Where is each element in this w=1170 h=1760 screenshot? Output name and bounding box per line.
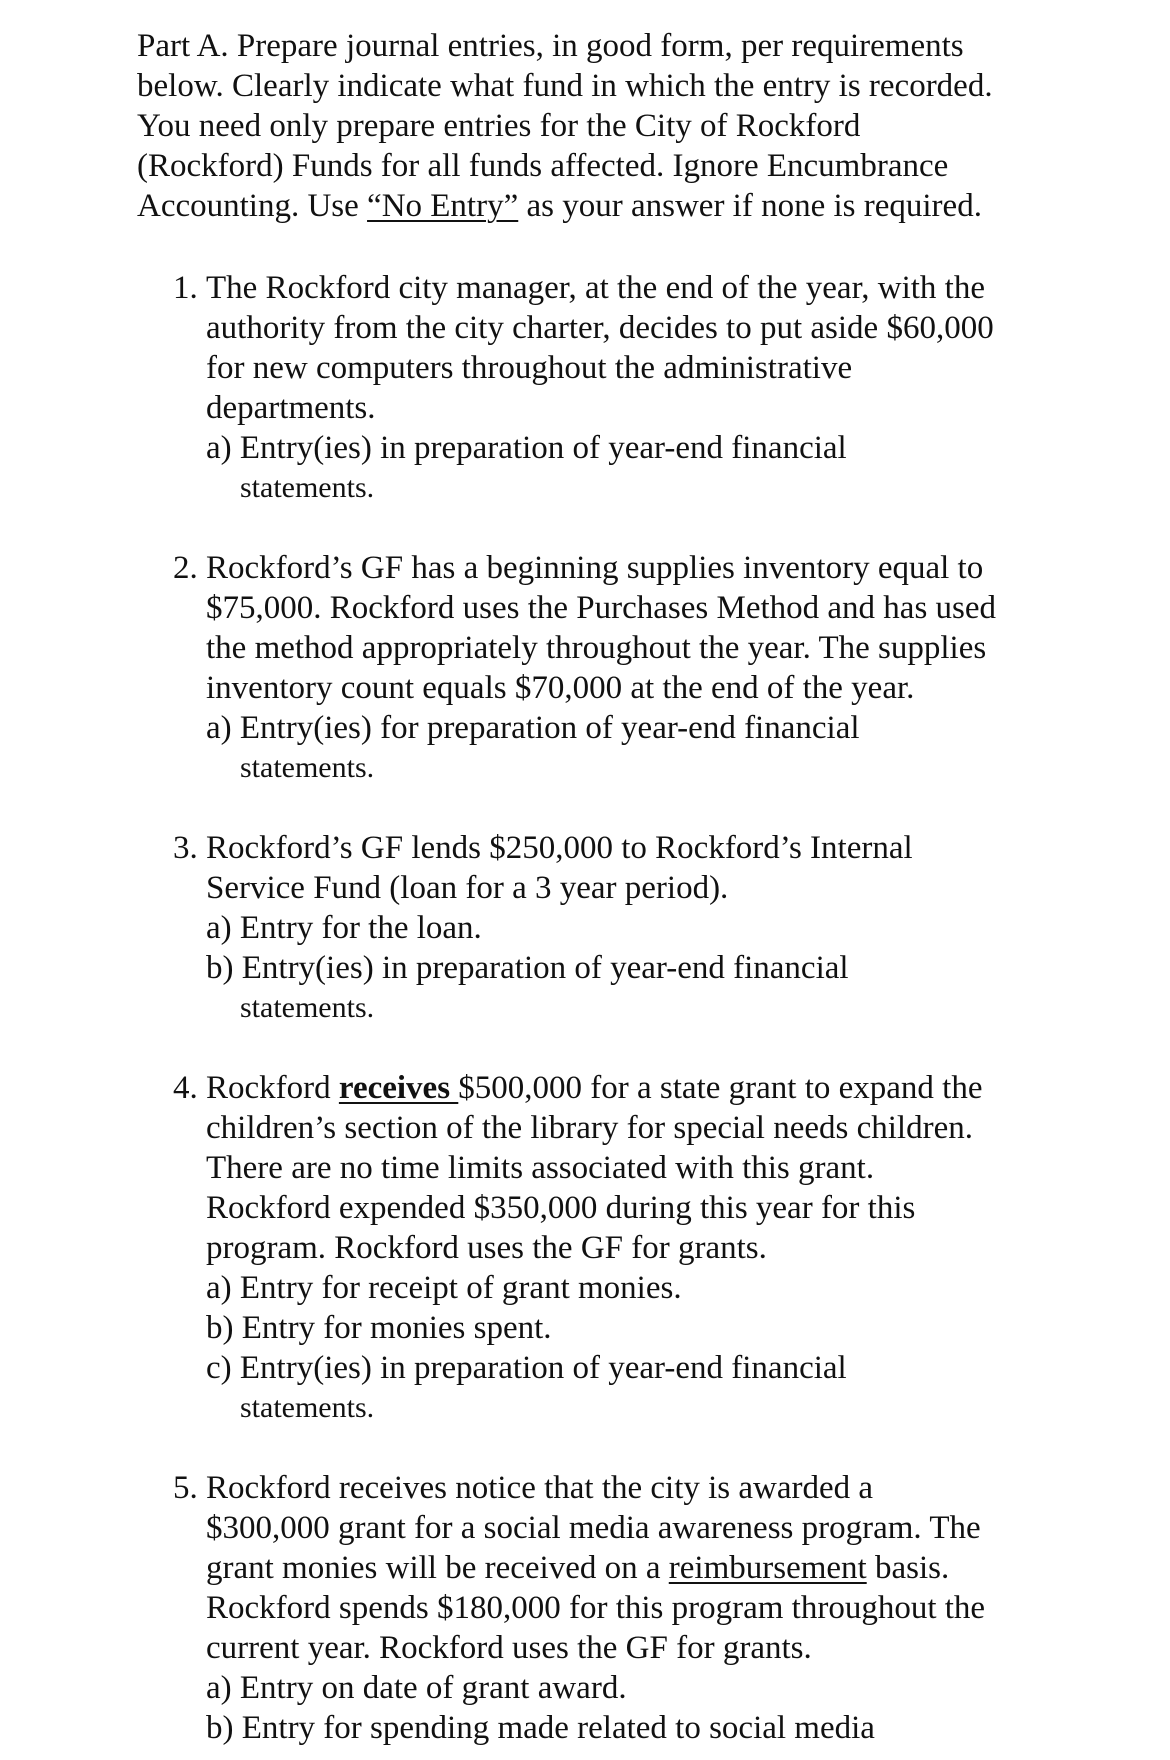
requirement-a-continued: statements. <box>240 471 375 504</box>
instructions-paragraph <box>137 26 1147 226</box>
question-text: Rockford’s GF lends $250,000 to Rockford’s Internal <box>206 830 913 866</box>
question-text: $500,000 for a state grant to expand the <box>458 1070 983 1106</box>
requirement-b-continued: statements. <box>240 991 375 1024</box>
question-text: basis. <box>866 1550 950 1586</box>
question-line <box>173 268 1153 308</box>
instructions-line: Part A. Prepare journal entries, in good form, per requirements <box>137 28 964 64</box>
instructions-line: (Rockford) Funds for all funds affected. Ignore Encumbrance <box>137 148 949 184</box>
question-3 <box>173 828 1153 1028</box>
question-line: $300,000 grant for a social media awareness program. The <box>206 1510 981 1546</box>
question-line: inventory count equals $70,000 at the end of the year. <box>206 670 915 706</box>
question-line: Rockford expended $350,000 during this year for this <box>206 1190 916 1226</box>
question-line: children’s section of the library for special needs children. <box>206 1110 973 1146</box>
question-line: Service Fund (loan for a 3 year period). <box>206 870 729 906</box>
question-text: Rockford <box>206 1070 339 1106</box>
requirement-a: a) Entry(ies) for preparation of year-end financial <box>206 710 860 746</box>
instructions-line <box>137 186 1147 226</box>
instructions-line: You need only prepare entries for the City of Rockford <box>137 108 861 144</box>
requirement-a: a) Entry(ies) in preparation of year-end financial <box>206 430 847 466</box>
question-text: grant monies will be received on a <box>206 1550 669 1586</box>
requirement-b: b) Entry for monies spent. <box>206 1310 552 1346</box>
question-number: 1. <box>173 270 198 306</box>
question-line <box>173 1548 1153 1588</box>
question-number: 3. <box>173 830 198 866</box>
question-line: Rockford spends $180,000 for this program throughout the <box>206 1590 986 1626</box>
instructions-line: below. Clearly indicate what fund in which the entry is recorded. <box>137 68 993 104</box>
question-1 <box>173 268 1153 508</box>
requirement-a-continued: statements. <box>240 751 375 784</box>
instructions-text: as your answer if none is required. <box>518 188 982 224</box>
question-text: Rockford’s GF has a beginning supplies inventory equal to <box>206 550 984 586</box>
question-line: There are no time limits associated with this grant. <box>206 1150 875 1186</box>
requirement-a: a) Entry for receipt of grant monies. <box>206 1270 682 1306</box>
question-line <box>173 1468 1153 1508</box>
question-line <box>173 548 1153 588</box>
question-number: 4. <box>173 1070 198 1106</box>
question-line: departments. <box>206 390 376 426</box>
question-line: for new computers throughout the administrative <box>206 350 853 386</box>
question-5 <box>173 1468 1153 1748</box>
question-number: 2. <box>173 550 198 586</box>
instructions-text: Accounting. Use <box>137 188 368 224</box>
question-line: authority from the city charter, decides to put aside $60,000 <box>206 310 994 346</box>
question-text: The Rockford city manager, at the end of the year, with the <box>206 270 985 306</box>
question-line <box>173 1068 1153 1108</box>
question-line <box>173 828 1153 868</box>
requirement-a: a) Entry on date of grant award. <box>206 1670 627 1706</box>
question-line: $75,000. Rockford uses the Purchases Method and has used <box>206 590 997 626</box>
no-entry-emphasis: “No Entry” <box>367 188 519 224</box>
question-line: current year. Rockford uses the GF for grants. <box>206 1630 812 1666</box>
requirement-c-continued: statements. <box>240 1391 375 1424</box>
requirement-a: a) Entry for the loan. <box>206 910 482 946</box>
question-line: the method appropriately throughout the year. The supplies <box>206 630 987 666</box>
receives-emphasis: receives <box>338 1070 459 1106</box>
requirement-c: c) Entry(ies) in preparation of year-end financial <box>206 1350 847 1386</box>
requirement-b: b) Entry for spending made related to social media <box>206 1710 875 1746</box>
requirement-b: b) Entry(ies) in preparation of year-end financial <box>206 950 849 986</box>
question-line: program. Rockford uses the GF for grants. <box>206 1230 767 1266</box>
question-number: 5. <box>173 1470 198 1506</box>
reimbursement-emphasis: reimbursement <box>668 1550 867 1586</box>
question-2 <box>173 548 1153 788</box>
question-4 <box>173 1068 1153 1428</box>
question-text: Rockford receives notice that the city is awarded a <box>206 1470 874 1506</box>
